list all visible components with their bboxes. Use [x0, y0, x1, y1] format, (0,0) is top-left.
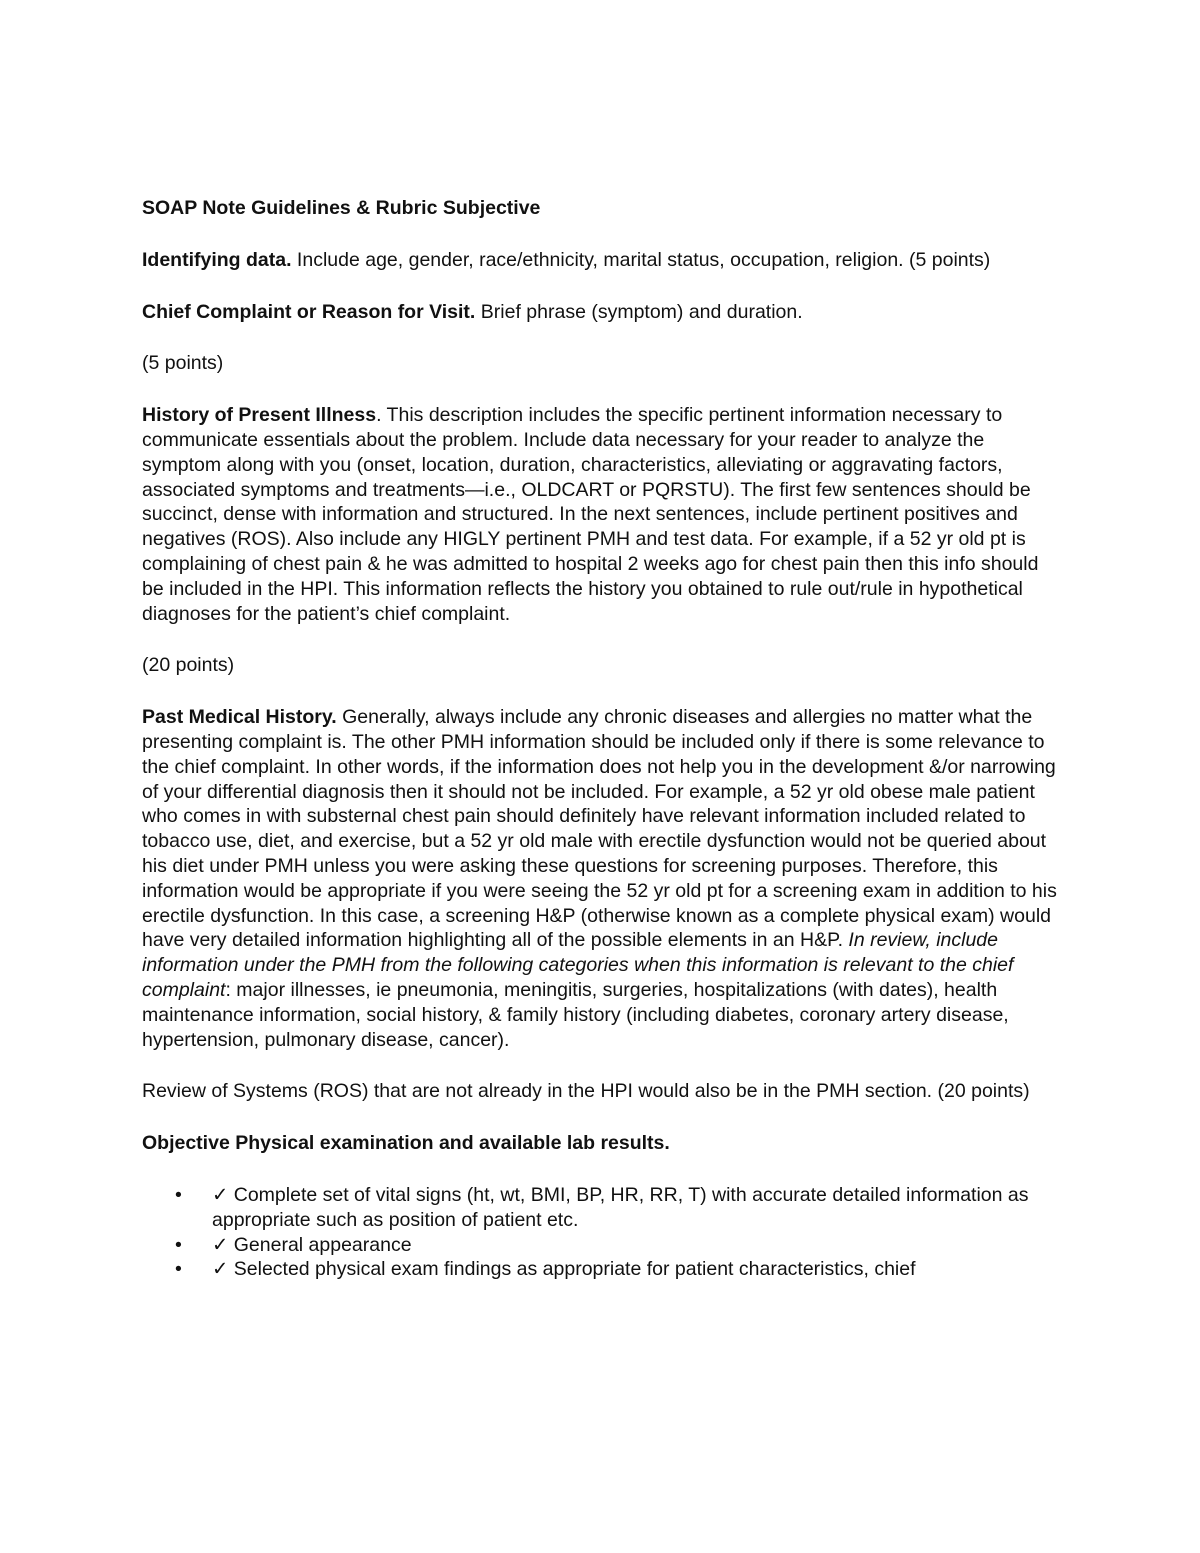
- pmh-text: Generally, always include any chronic diseases and allergies no matter what the presenting complaint is. The other PMH information should be included only if there is some relevance to the chief complaint. In other words, if the information does not help you in the development &/or narrowing of your differential diagnosis then it should not be included. For example, a 52 yr old obese male patient who comes in with substernal chest pain should definitely have relevant information included related to tobacco use, diet, and exercise, but a 52 yr old male with erectile dysfunction would not be queried about his diet under PMH unless you were asking these questions for screening purposes. Therefore, this information would be appropriate if you were seeing the 52 yr old pt for a screening exam in addition to his erectile dysfunction. In this case, a screening H&P (otherwise known as a complete physical exam) would have very detailed information highlighting all of the possible elements in an H&P.: [142, 706, 1057, 952]
- objective-heading: Objective Physical examination and available lab results.: [142, 1132, 670, 1155]
- chief-complaint-heading: Chief Complaint or Reason for Visit.: [142, 300, 476, 323]
- pmh-section: [142, 705, 1064, 1052]
- chief-complaint-section: [142, 300, 1064, 325]
- list-item: [142, 1233, 1064, 1258]
- pmh-italic-text: In review, include information under the PMH from the following categories when this information is relevant to the chief complaint: [142, 929, 1014, 1001]
- identifying-data-heading: Identifying data.: [142, 248, 292, 271]
- document-title: SOAP Note Guidelines & Rubric Subjective: [142, 197, 541, 219]
- chief-complaint-text: Brief phrase (symptom) and duration.: [475, 300, 803, 323]
- hpi-text: . This description includes the specific pertinent information necessary to communicate essentials about the problem. Include data necessary for your reader to analyze the symptom along with you (onset, location, duration, characteristics, alleviating or aggravating factors, associated symptoms and treatments—i.e., OLDCART or PQRSTU). The first few sentences should be succinct, dense with information and structured. In the next sentences, include pertinent positives and negatives (ROS). Also include any HIGLY pertinent PMH and test data. For example, if a 52 yr old pt is complaining of chest pain & he was admitted to hospital 2 weeks ago for chest pain then this info should be included in the HPI. This information reflects the history you obtained to rule out/rule in hypothetical diagnoses for the patient’s chief complaint.: [142, 404, 1039, 625]
- identifying-data-text: Include age, gender, race/ethnicity, marital status, occupation, religion. (5 points): [291, 248, 991, 271]
- objective-bullet-list: [142, 1183, 1064, 1282]
- pmh-heading: Past Medical History.: [142, 706, 337, 729]
- list-item-text: ✓ Complete set of vital signs (ht, wt, BMI, BP, HR, RR, T) with accurate detailed information as appropriate such as position of patient etc.: [212, 1183, 1029, 1231]
- hpi-section: [142, 403, 1064, 626]
- pmh-text-after: : major illnesses, ie pneumonia, meningitis, surgeries, hospitalizations (with dates), health maintenance information, social history, & family history (including diabetes, coronary artery disease, hypertension, pulmonary disease, cancer).: [142, 978, 1009, 1051]
- hpi-heading: History of Present Illness: [142, 404, 377, 427]
- ros-section: Review of Systems (ROS) that are not already in the HPI would also be in the PMH section. (20 points): [142, 1080, 1030, 1103]
- document-page: [142, 196, 1064, 1282]
- list-item-text: ✓ General appearance: [212, 1233, 412, 1256]
- list-item: [142, 1183, 1064, 1233]
- bullet-icon: •: [175, 1258, 182, 1281]
- hpi-points: (20 points): [142, 654, 235, 677]
- identifying-data-section: [142, 248, 1064, 273]
- objective-section: [142, 1131, 1064, 1156]
- chief-complaint-points: (5 points): [142, 352, 224, 375]
- bullet-icon: •: [175, 1183, 182, 1206]
- bullet-icon: •: [175, 1233, 182, 1256]
- list-item-text: ✓ Selected physical exam findings as appropriate for patient characteristics, chief: [212, 1258, 916, 1281]
- list-item: [142, 1257, 1064, 1282]
